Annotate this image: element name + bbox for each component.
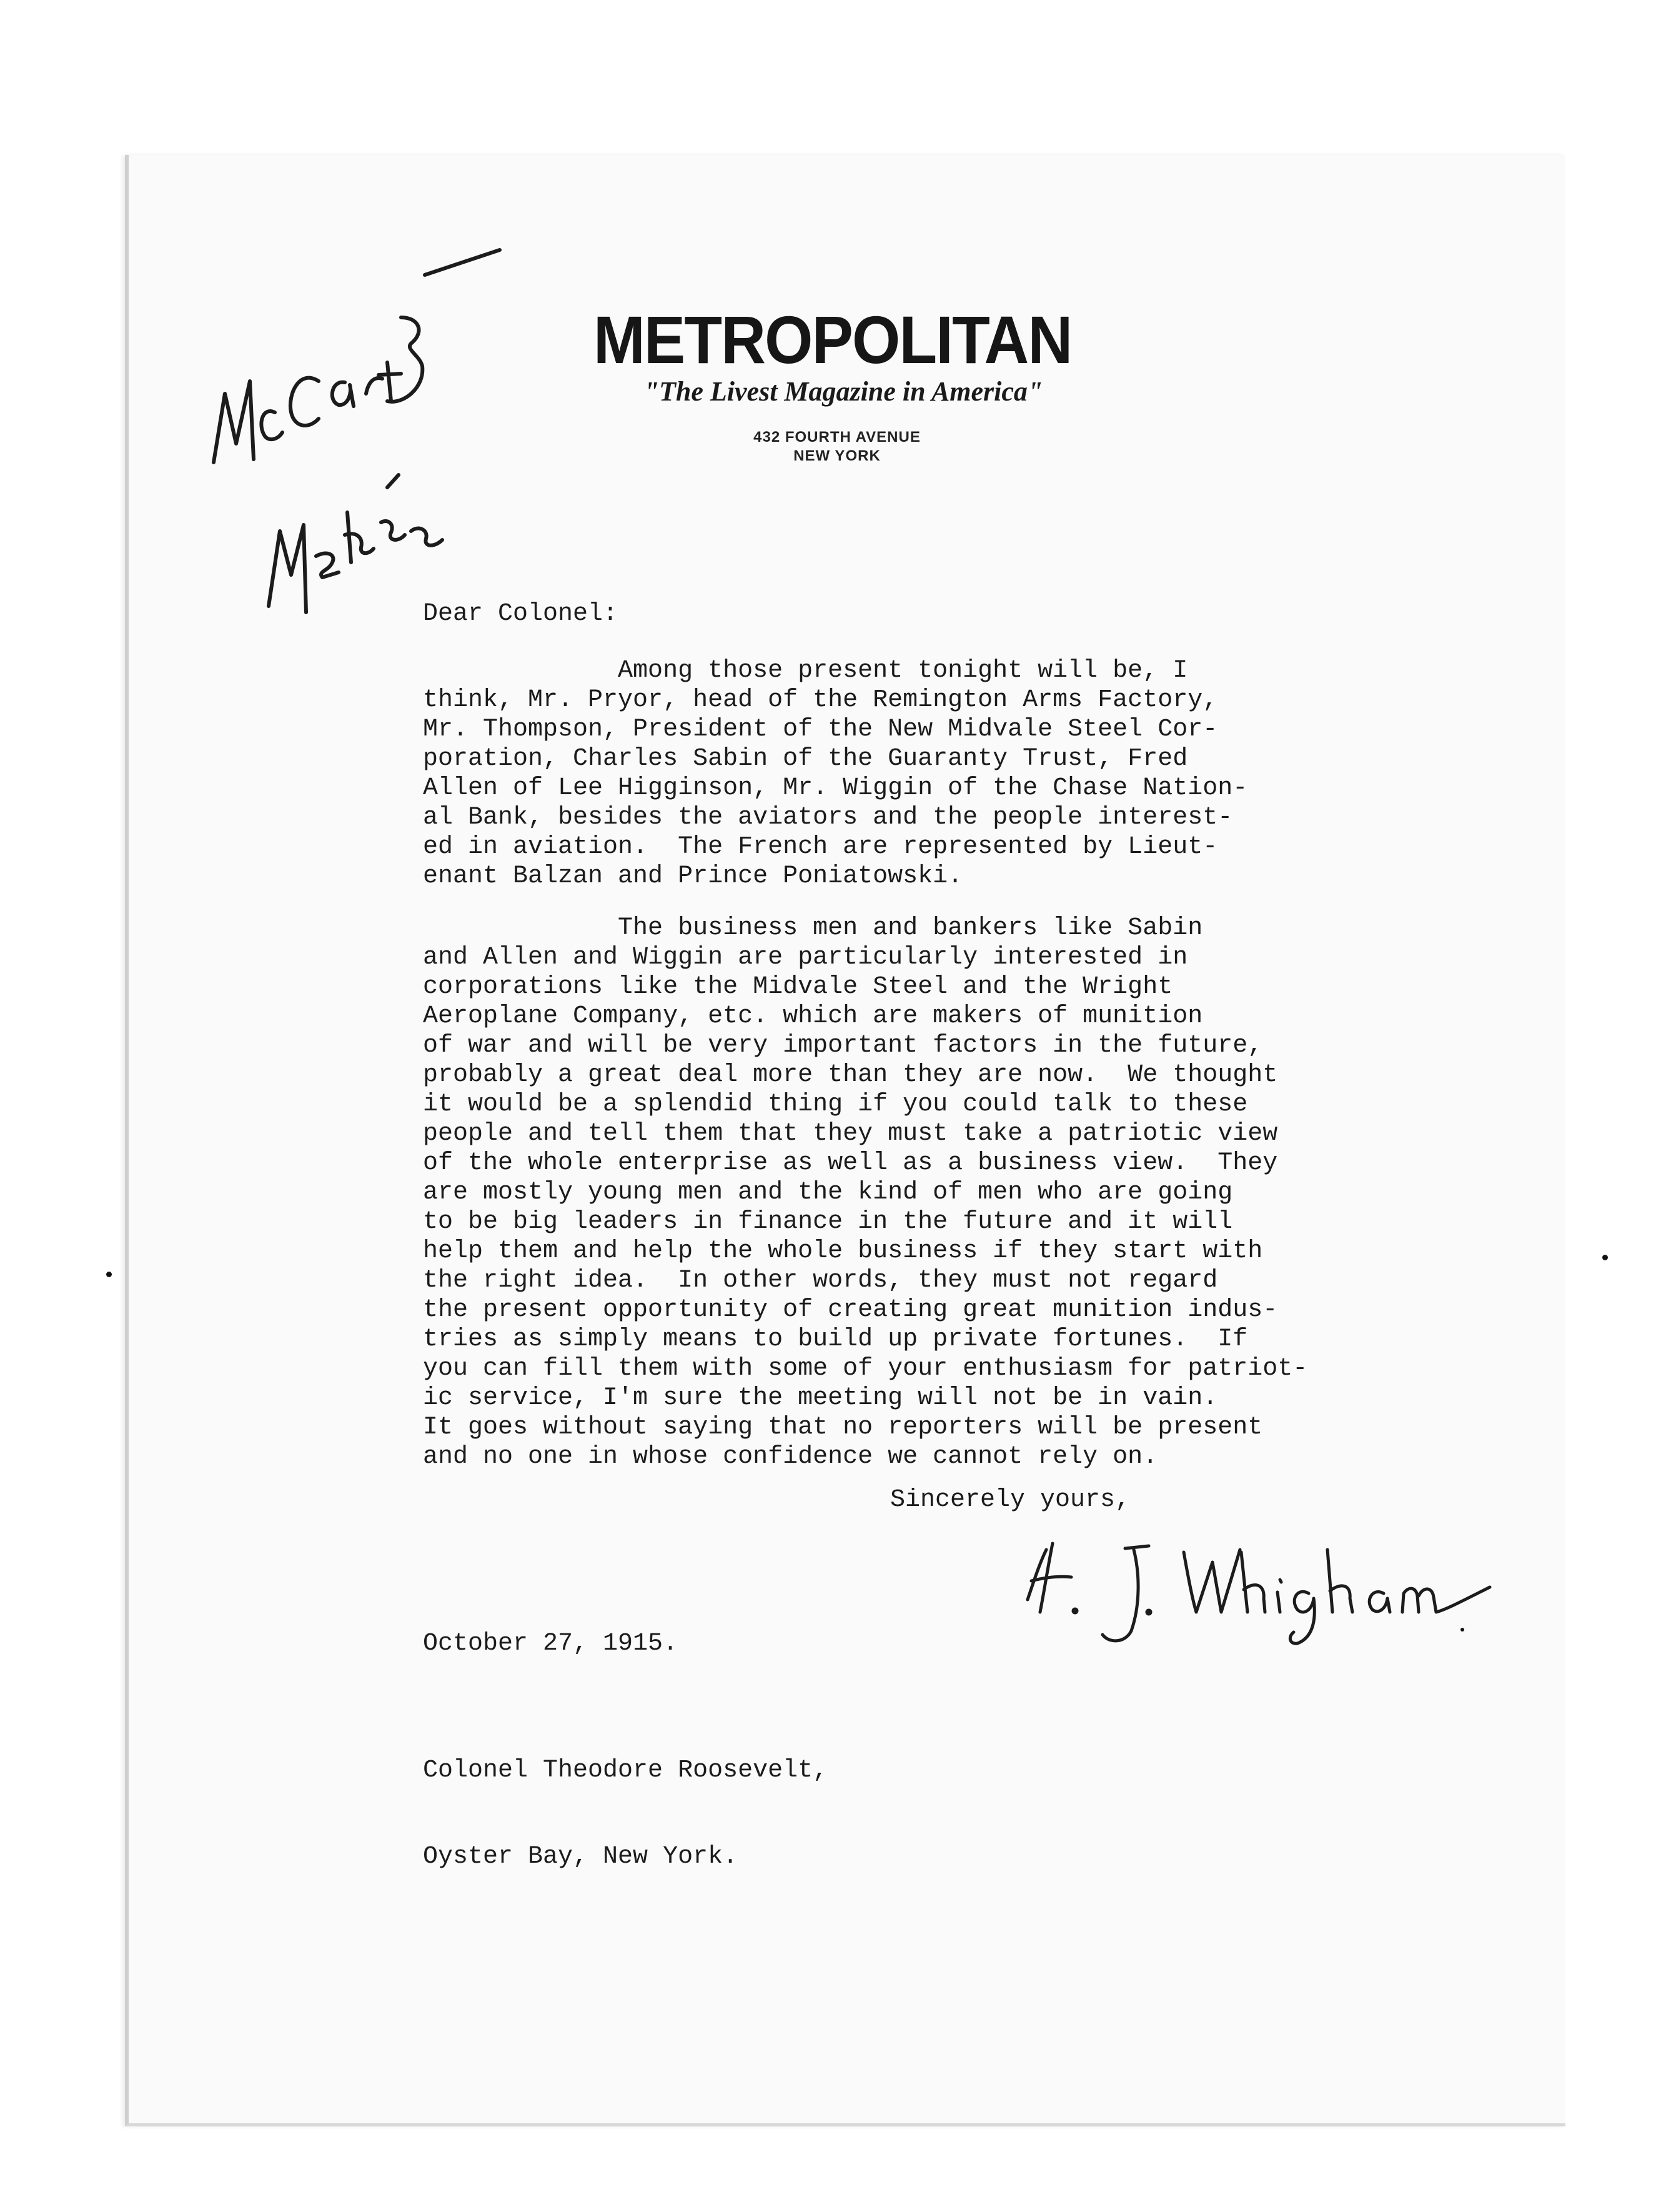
paragraph-line: corporations like the Midvale Steel and the Wright xyxy=(423,973,1173,1001)
paragraph-line: tries as simply means to build up private fortunes. If xyxy=(423,1325,1248,1353)
paragraph-line: ed in aviation. The French are represented by Lieut- xyxy=(423,833,1218,861)
addressee-line: Colonel Theodore Roosevelt, xyxy=(423,1756,828,1785)
paragraph-line: and Allen and Wiggin are particularly interested in xyxy=(423,944,1188,972)
paragraph-line: Aeroplane Company, etc. which are makers of munition xyxy=(423,1002,1203,1030)
paragraph-line: the present opportunity of creating great munition indus- xyxy=(423,1296,1278,1324)
paragraph-line: probably a great deal more than they are now. We thought xyxy=(423,1061,1278,1089)
scan-speck xyxy=(1460,1628,1464,1632)
paragraph-line: are mostly young men and the kind of men who are going xyxy=(423,1178,1233,1207)
paragraph-2 xyxy=(423,914,1307,1472)
paragraph-1 xyxy=(423,656,1247,891)
paragraph-line: Allen of Lee Higginson, Mr. Wiggin of the Chase Nation- xyxy=(423,774,1248,802)
paragraph-line: enant Balzan and Prince Poniatowski. xyxy=(423,862,963,890)
salutation: Dear Colonel: xyxy=(423,600,618,628)
letterhead-address-street: 432 FOURTH AVENUE xyxy=(753,429,921,446)
paragraph-line: and no one in whose confidence we cannot rely on. xyxy=(423,1443,1158,1471)
scan-speck xyxy=(1602,1255,1608,1260)
paragraph-line: Mr. Thompson, President of the New Midvale Steel Cor- xyxy=(423,715,1218,744)
paragraph-line: The business men and bankers like Sabin xyxy=(423,914,1203,942)
signature xyxy=(1015,1525,1502,1650)
paragraph-line: the right idea. In other words, they must not regard xyxy=(423,1267,1218,1295)
paragraph-line: Among those present tonight will be, I xyxy=(423,657,1188,685)
scan-speck xyxy=(106,1272,112,1277)
paragraph-line: help them and help the whole business if they start with xyxy=(423,1237,1263,1265)
paragraph-line: you can fill them with some of your enthusiasm for patriot- xyxy=(423,1355,1308,1383)
paragraph-line: it would be a splendid thing if you could talk to these xyxy=(423,1090,1248,1118)
addressee-block xyxy=(423,1700,828,1928)
letterhead-slogan: "The Livest Magazine in America" xyxy=(643,376,1043,407)
paragraph-line: of war and will be very important factors in the future, xyxy=(423,1032,1263,1060)
paragraph-line: people and tell them that they must take a patriotic view xyxy=(423,1120,1278,1148)
paragraph-line: al Bank, besides the aviators and the people interest- xyxy=(423,804,1233,832)
paragraph-line: of the whole enterprise as well as a business view. They xyxy=(423,1149,1278,1177)
closing: Sincerely yours, xyxy=(890,1486,1131,1514)
letter-date: October 27, 1915. xyxy=(423,1630,678,1658)
paragraph-line: think, Mr. Pryor, head of the Remington Arms Factory, xyxy=(423,686,1218,714)
letterhead-title: METROPOLITAN xyxy=(593,302,1072,377)
paragraph-line: to be big leaders in finance in the future and it will xyxy=(423,1208,1233,1236)
handwritten-annotation xyxy=(200,237,562,637)
letterhead-address-city: NEW YORK xyxy=(793,447,881,464)
paragraph-line: ic service, I'm sure the meeting will not be in vain. xyxy=(423,1384,1218,1412)
addressee-line: Oyster Bay, New York. xyxy=(423,1843,738,1871)
paragraph-line: poration, Charles Sabin of the Guaranty Trust, Fred xyxy=(423,745,1188,773)
paragraph-line: It goes without saying that no reporters will be present xyxy=(423,1413,1263,1442)
